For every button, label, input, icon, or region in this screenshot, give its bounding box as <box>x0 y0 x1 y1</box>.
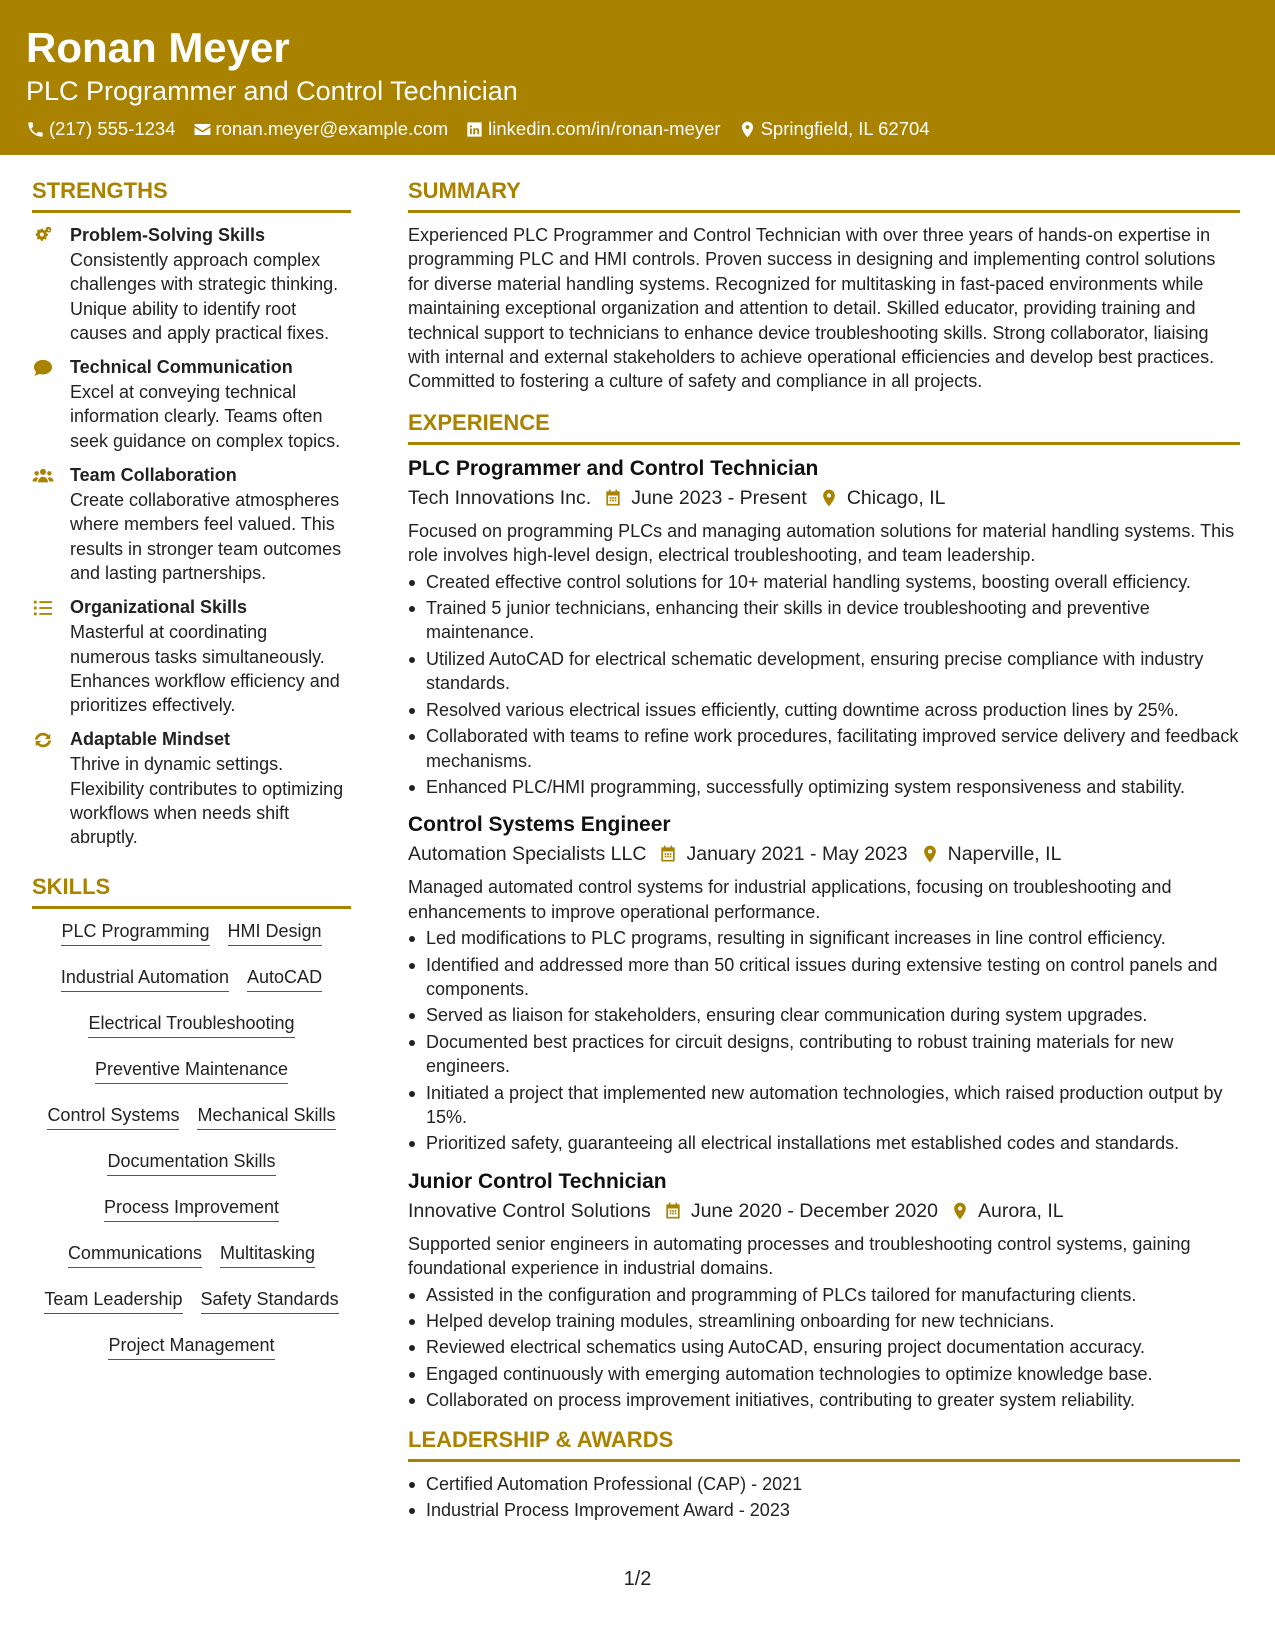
skill-tag: Process Improvement <box>104 1195 279 1222</box>
job-title: PLC Programmer and Control Technician <box>408 456 819 480</box>
list-item: Initiated a project that implemented new automation technologies, which raised production output by 15%. <box>408 1081 1240 1130</box>
skill-tag: Documentation Skills <box>107 1149 275 1176</box>
location-pin-icon <box>738 120 757 139</box>
list-item: Documented best practices for circuit designs, contributing to robust training materials for new engineers. <box>408 1030 1240 1079</box>
strength-title: Adaptable Mindset <box>70 729 231 750</box>
page-number: 1/2 <box>623 1568 652 1590</box>
strength-item <box>32 223 351 345</box>
job-bullets <box>408 570 1240 800</box>
experience-heading: EXPERIENCE <box>408 408 1240 445</box>
job-entry <box>408 811 1240 1155</box>
contact-location <box>738 116 930 142</box>
strength-desc: Thrive in dynamic settings. Flexibility contributes to optimizing workflows when needs shift abruptly. <box>70 754 344 848</box>
job-bullets <box>408 1283 1240 1413</box>
strength-desc: Create collaborative atmospheres where members feel valued. This results in stronger team outcomes and lasting partnerships. <box>70 490 342 583</box>
job-bullets <box>408 926 1240 1156</box>
job-location: Chicago, IL <box>846 486 946 509</box>
job-entry <box>408 455 1240 799</box>
list-item: Certified Automation Professional (CAP) - 2021 <box>408 1472 1240 1496</box>
strength-desc: Consistently approach complex challenges with strategic thinking. Unique ability to identify root causes and apply practical fixes. <box>70 250 339 343</box>
location-pin-icon <box>950 1201 970 1221</box>
skill-tag: Communications <box>68 1241 202 1268</box>
strength-item <box>32 463 351 585</box>
list-item: Prioritized safety, guaranteeing all electrical installations met established codes and standards. <box>408 1131 1240 1155</box>
envelope-icon <box>193 120 212 139</box>
strength-item <box>32 727 351 849</box>
strength-title: Team Collaboration <box>70 465 237 486</box>
strength-title: Organizational Skills <box>70 597 248 618</box>
job-company: Automation Specialists LLC <box>408 843 647 866</box>
linkedin-text[interactable]: linkedin.com/in/ronan-meyer <box>488 118 721 139</box>
job-description: Focused on programming PLCs and managing automation solutions for material handling systems. This role involves high-level design, electrical troubleshooting, and team leadership. <box>408 520 1235 566</box>
awards-heading: LEADERSHIP & AWARDS <box>408 1425 1240 1462</box>
candidate-title: PLC Programmer and Control Technician <box>26 76 518 106</box>
candidate-name: Ronan Meyer <box>26 24 290 71</box>
strength-item <box>32 355 351 453</box>
comment-icon <box>32 358 54 378</box>
calendar-icon <box>663 1201 683 1221</box>
job-company: Innovative Control Solutions <box>408 1199 651 1222</box>
job-meta <box>408 483 1240 513</box>
list-item: Assisted in the configuration and programming of PLCs tailored for manufacturing clients. <box>408 1283 1240 1307</box>
job-company: Tech Innovations Inc. <box>408 486 592 509</box>
skills-list <box>32 917 351 1379</box>
job-description: Supported senior engineers in automating processes and troubleshooting control systems, gaining foundational experience in industrial domains. <box>408 1233 1191 1279</box>
phone-text: (217) 555-1234 <box>49 118 176 139</box>
location-text: Springfield, IL 62704 <box>760 118 930 139</box>
resume-header <box>0 0 1275 155</box>
list-item: Reviewed electrical schematics using AutoCAD, ensuring project documentation accuracy. <box>408 1335 1240 1359</box>
skill-tag: Preventive Maintenance <box>95 1057 288 1084</box>
summary-text: Experienced PLC Programmer and Control Technician with over three years of hands-on expertise in programming PLC and HMI controls. Proven success in designing and implementing control solutions for diverse material handling systems. Recognized for multitasking in fast-paced environments while maintaining exceptional organization and attention to detail. Skilled educator, providing training and technical support to technicians to enhance device troubleshooting skills. Strong collaborator, liaising with internal and external stakeholders to achieve operational efficiencies and develop best practices. Committed to fostering a culture of safety and compliance in all projects. <box>408 225 1216 392</box>
job-location: Naperville, IL <box>947 843 1062 866</box>
job-meta <box>408 839 1240 869</box>
job-entry <box>408 1168 1240 1413</box>
job-dates: June 2023 - Present <box>631 486 807 509</box>
list-item: Utilized AutoCAD for electrical schematic development, ensuring precise compliance with industry standards. <box>408 647 1240 696</box>
list-item: Created effective control solutions for 10+ material handling systems, boosting overall efficiency. <box>408 570 1240 594</box>
location-pin-icon <box>920 844 940 864</box>
strength-title: Technical Communication <box>70 357 293 378</box>
summary-heading: SUMMARY <box>408 176 1240 213</box>
contact-linkedin[interactable] <box>465 116 720 142</box>
strength-title: Problem-Solving Skills <box>70 225 266 245</box>
contact-phone <box>26 116 176 142</box>
skills-heading: SKILLS <box>32 872 351 909</box>
job-dates: June 2020 - December 2020 <box>690 1199 938 1222</box>
skill-tag: Team Leadership <box>44 1287 182 1314</box>
strength-item <box>32 595 351 717</box>
email-text[interactable]: ronan.meyer@example.com <box>215 118 449 139</box>
list-item: Led modifications to PLC programs, resulting in significant increases in line control efficiency. <box>408 926 1240 950</box>
list-item: Resolved various electrical issues efficiently, cutting downtime across production lines by 25%. <box>408 698 1240 722</box>
skill-tag: Control Systems <box>47 1103 179 1130</box>
list-item: Identified and addressed more than 50 critical issues during extensive testing on control panels and components. <box>408 953 1240 1002</box>
skill-tag: Project Management <box>108 1333 274 1360</box>
list-item: Collaborated with teams to refine work procedures, facilitating improved service delivery and feedback mechanisms. <box>408 724 1240 773</box>
skill-tag: Industrial Automation <box>61 965 229 992</box>
users-icon <box>32 466 54 486</box>
list-item: Collaborated on process improvement initiatives, contributing to greater system reliability. <box>408 1388 1240 1412</box>
gears-icon <box>32 226 54 246</box>
skill-tag: PLC Programming <box>61 919 209 946</box>
linkedin-icon <box>465 120 484 139</box>
left-column <box>32 176 351 1379</box>
awards-list <box>408 1472 1240 1523</box>
sync-icon <box>32 730 54 750</box>
calendar-icon <box>658 844 678 864</box>
right-column <box>408 176 1240 1524</box>
list-item: Engaged continuously with emerging automation technologies to optimize knowledge base. <box>408 1362 1240 1386</box>
list-item: Industrial Process Improvement Award - 2023 <box>408 1498 1240 1522</box>
strength-desc: Excel at conveying technical information clearly. Teams often seek guidance on complex topics. <box>70 382 341 451</box>
list-item: Served as liaison for stakeholders, ensuring clear communication during system upgrades. <box>408 1003 1240 1027</box>
skill-tag: Mechanical Skills <box>197 1103 335 1130</box>
strengths-heading: STRENGTHS <box>32 176 351 213</box>
job-location: Aurora, IL <box>977 1199 1064 1222</box>
contact-email[interactable] <box>193 116 449 142</box>
skill-tag: Multitasking <box>220 1241 315 1268</box>
job-title: Junior Control Technician <box>408 1169 667 1193</box>
skill-tag: HMI Design <box>228 919 322 946</box>
list-item: Trained 5 junior technicians, enhancing their skills in device troubleshooting and preventive maintenance. <box>408 596 1240 645</box>
skill-tag: Safety Standards <box>201 1287 339 1314</box>
contact-bar <box>26 116 947 142</box>
list-icon <box>32 598 54 618</box>
list-item: Enhanced PLC/HMI programming, successfully optimizing system responsiveness and stability. <box>408 775 1240 799</box>
calendar-icon <box>603 488 623 508</box>
list-item: Helped develop training modules, streamlining onboarding for new technicians. <box>408 1309 1240 1333</box>
skill-tag: AutoCAD <box>247 965 322 992</box>
job-meta <box>408 1196 1240 1226</box>
job-description: Managed automated control systems for industrial applications, focusing on troubleshooting and enhancements to improve operational performance. <box>408 877 1172 922</box>
job-dates: January 2021 - May 2023 <box>686 843 908 866</box>
location-pin-icon <box>819 488 839 508</box>
phone-icon <box>26 120 45 139</box>
job-title: Control Systems Engineer <box>408 813 671 837</box>
strength-desc: Masterful at coordinating numerous tasks simultaneously. Enhances workflow efficiency and prioritizes effectively. <box>70 622 340 716</box>
skill-tag: Electrical Troubleshooting <box>88 1011 294 1038</box>
